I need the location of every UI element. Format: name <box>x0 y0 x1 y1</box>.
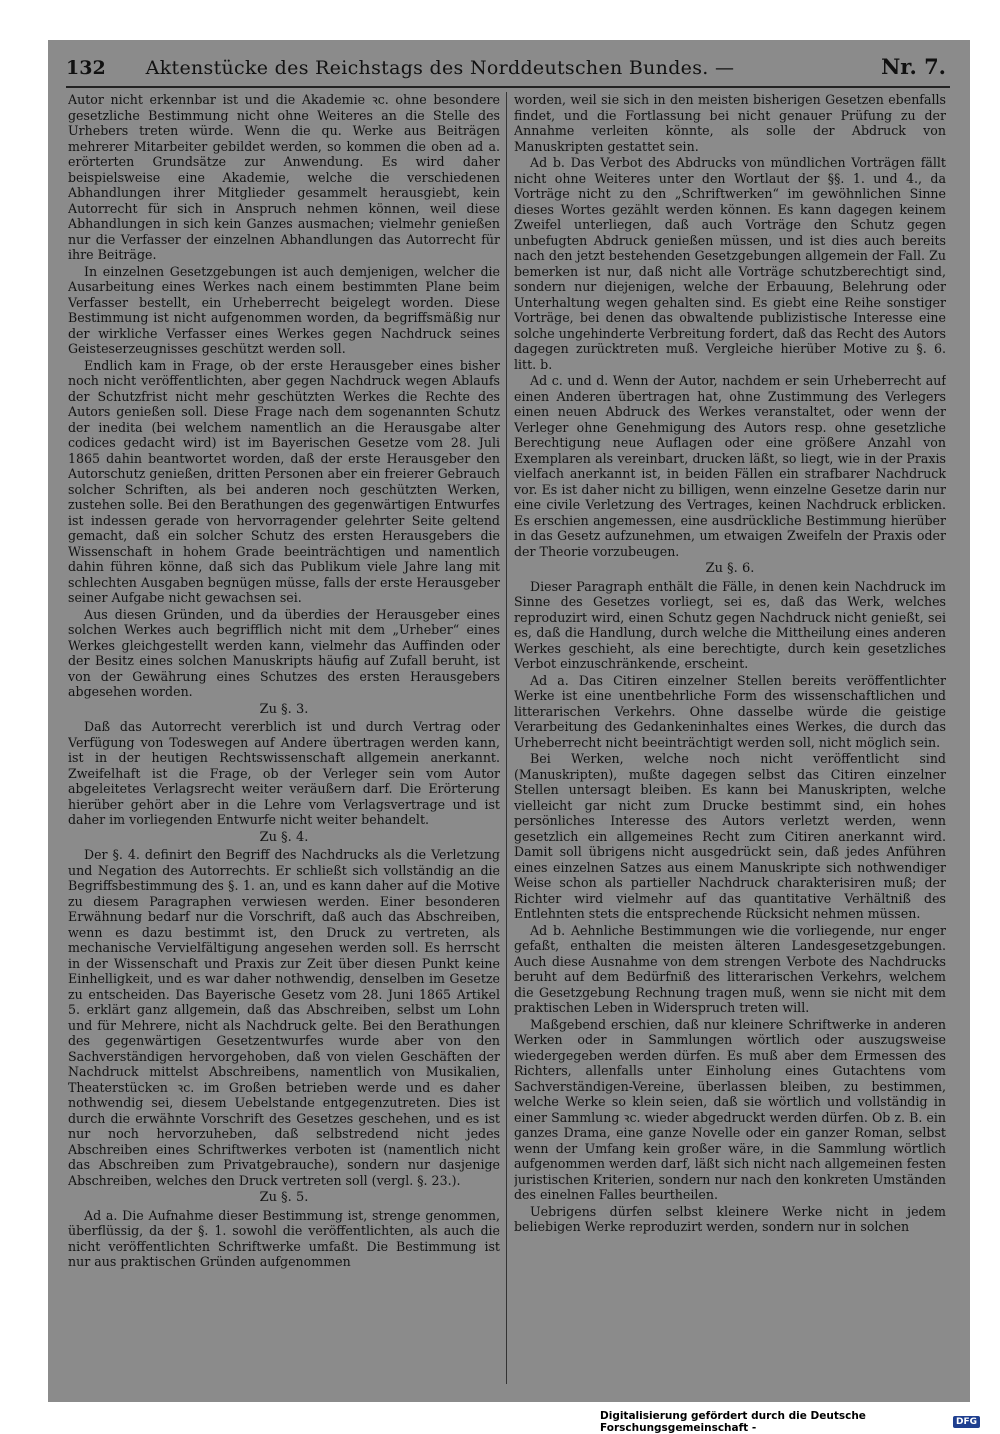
paragraph: Uebrigens dürfen selbst kleinere Werke nicht in jedem beliebigen Werke reproduzirt werden, sondern nur in solchen <box>514 1203 946 1234</box>
paragraph: Daß das Autorrecht vererblich ist und durch Vertrag oder Verfügung von Todeswegen auf Andere übertragen werden kann, ist in der heutigen Rechtswissenschaft allgemein anerkannt. Zweifelhaft ist die Frage, ob der Verleger sein vom Autor abgeleitetes Verlagsrecht weiter veräußern darf. Die Erörterung hierüber gehört aber in die Lehre vom Verlagsvertrage und ist daher im vorliegenden Entwurfe nicht weiter behandelt. <box>68 719 500 827</box>
paragraph: Ad a. Das Citiren einzelner Stellen bereits veröffentlichter Werke ist eine unentbehrliche Form des wissenschaftlichen und litterarischen Verkehrs. Ohne dasselbe würde die geistige Verarbeitung des Gedankeninhaltes eines Werkes, die durch das Urheberrecht nicht beeinträchtigt werden soll, nicht möglich sein. <box>514 672 946 750</box>
paragraph: Ad a. Die Aufnahme dieser Bestimmung ist, strenge genommen, überflüssig, da der §. 1. sowohl die veröffentlichten, als auch die nicht veröffentlichten Schriftwerke umfaßt. Die Bestimmung ist nur aus praktischen Gründen aufgenommen <box>68 1207 500 1269</box>
paragraph: Ad b. Das Verbot des Abdrucks von mündlichen Vorträgen fällt nicht ohne Weiteres unter den Wortlaut der §§. 1. und 4., da Vorträge nicht zu den „Schriftwerken“ im gewöhnlichen Sinne dieses Wortes gezählt werden können. Es kann dagegen keinem Zweifel unterliegen, daß auch Vorträge den Schutz gegen unbefugten Abdruck genießen müssen, und ist dies auch bereits nach den jetzt bestehenden Gesetzgebungen allgemein der Fall. Zu bemerken ist nur, daß nicht alle Vorträge schutzberechtigt sind, sondern nur diejenigen, welche der Erbauung, Belehrung oder Unterhaltung wegen gehalten sind. Es giebt eine Reihe sonstiger Vorträge, bei denen das obwaltende publizistische Interesse eine solche ungehinderte Verbreitung fordert, daß das Recht des Autors dagegen zurücktreten muß. Vergleiche hierüber Motive zu §. 6. litt. b. <box>514 155 946 372</box>
paragraph: Bei Werken, welche noch nicht veröffentlicht sind (Manuskripten), mußte dagegen selbst das Citiren einzelner Stellen untersagt bleiben. Es kann bei Manuskripten, welche vielleicht gar nicht zum Drucke bestimmt sind, ein hohes persönliches Interesse des Autors verletzt werden, wenn gesetzlich ein allgemeines Recht zum Citiren anerkannt wird. Damit soll übrigens nicht ausgedrückt sein, daß jedes Anführen eines einzelnen Satzes aus einem Manuskripte sich nothwendiger Weise schon als partieller Nachdruck charakterisiren muß; der Richter wird vielmehr auf das quantitative Verhältniß des Entlehnten stets die entsprechende Rücksicht nehmen müssen. <box>514 751 946 921</box>
paragraph: worden, weil sie sich in den meisten bisherigen Gesetzen ebenfalls findet, und die Fortlassung bei nicht genauer Prüfung zu der Annahme verleiten könnte, als solle der Abdruck von Manuskripten gestattet sein. <box>514 92 946 154</box>
document-number: Nr. 7. <box>881 54 946 79</box>
paragraph: In einzelnen Gesetzgebungen ist auch demjenigen, welcher die Ausarbeitung eines Werkes nach einem bestimmten Plane beim Verfasser bestellt, ein Urheberrecht beigelegt worden. Diese Bestimmung ist nicht aufgenommen worden, da begriffsmäßig nur der wirkliche Verfasser eines Werkes gegen Nachdruck seines Geisteserzeugnisses geschützt werden soll. <box>68 263 500 356</box>
paragraph: Autor nicht erkennbar ist und die Akademie ꝛc. ohne besondere gesetzliche Bestimmung nicht ohne Weiteres an die Stelle des Urhebers treten würde. Wenn die qu. Werke aus Beiträgen mehrerer Mitarbeiter gebildet werden, so kommen die oben ad a. erörterten Grundsätze zur Anwendung. Es wird daher beispielsweise eine Akademie, welche die verschiedenen Abhandlungen ihrer Mitglieder gesammelt herausgiebt, kein Autorrecht für sich in Anspruch nehmen können, weil diese Abhandlungen in sich kein Ganzes ausmachen; vielmehr genießen nur die Verfasser der einzelnen Abhandlungen das Autorrecht für ihre Beiträge. <box>68 92 500 262</box>
right-column <box>514 92 946 1384</box>
page-number: 132 <box>66 57 106 79</box>
paragraph: Maßgebend erschien, daß nur kleinere Schriftwerke in anderen Werken oder in Sammlungen wörtlich oder auszugsweise wiedergegeben werden dürfen. Es muß aber dem Ermessen des Richters, allenfalls unter Einholung eines Gutachtens vom Sachverständigen-Vereine, überlassen bleiben, zu bestimmen, welche Werke so klein seien, daß sie wörtlich und vollständig in einer Sammlung ꝛc. wieder abgedruckt werden dürfen. Ob z. B. ein ganzes Drama, eine ganze Novelle oder ein ganzer Roman, selbst wenn der Umfang kein großer wäre, in die Sammlung wörtlich aufgenommen werden darf, läßt sich nicht nach allgemeinen festen juristischen Kriterien, sondern nur nach den konkreten Umständen des einelnen Falles beurtheilen. <box>514 1016 946 1202</box>
section-heading: Zu §. 3. <box>259 701 309 717</box>
column-divider <box>506 92 507 1384</box>
section-heading: Zu §. 6. <box>705 561 755 576</box>
section-heading: Zu §. 4. <box>259 829 309 845</box>
paragraph: Endlich kam in Frage, ob der erste Herausgeber eines bisher noch nicht veröffentlichten, aber gegen Nachdruck wegen Ablaufs der Schutzfrist nicht mehr geschützten Werkes die Rechte des Autors genießen soll. Diese Frage nach dem sogenannten Schutz der inedita (bei welchem namentlich an die Herausgabe alter codices gedacht wird) ist im Bayerischen Gesetze vom 28. Juli 1865 dahin beantwortet worden, daß der erste Herausgeber den Autorschutz genießen, dritten Personen aber ein freierer Gebrauch solcher Schriften, als bei anderen noch geschützten Werken, zustehen solle. Bei den Berathungen des gegenwärtigen Entwurfes ist indessen gerade von hervorragender gelehrter Seite geltend gemacht, daß ein solcher Schutz des ersten Herausgebers die Wissenschaft in hohem Grade beeinträchtigen und namentlich dahin führen könne, daß sich das Publikum viele Jahre lang mit schlechten Ausgaben begnügen müsse, falls der erste Herausgeber seiner Aufgabe nicht gewachsen sei. <box>68 357 500 605</box>
paragraph: Der §. 4. definirt den Begriff des Nachdrucks als die Verletzung und Negation des Autorrechts. Er schließt sich vollständig an die Begriffsbestimmung des §. 1. an, und es kann daher auf die Motive zu diesem Paragraphen verwiesen werden. Einer besonderen Erwähnung bedarf nur die Vorschrift, daß auch das Abschreiben, wenn es dazu bestimmt ist, den Druck zu vertreten, als mechanische Vervielfältigung angesehen werden soll. Es herrscht in der Wissenschaft und Praxis zur Zeit über diesen Punkt keine Einhelligkeit, und es war daher nothwendig, denselben im Gesetze zu entscheiden. Das Bayerische Gesetz vom 28. Juni 1865 Artikel 5. erklärt ganz allgemein, daß das Abschreiben, selbst um Lohn und für Mehrere, nicht als Nachdruck gelte. Bei den Berathungen des gegenwärtigen Gesetzentwurfes wurde aber von den Sachverständigen hervorgehoben, daß von vielen Geschäften der Nachdruck mittelst Abschreibens, namentlich von Musikalien, Theaterstücken ꝛc. im Großen betrieben werde und es daher nothwendig sei, diesem Uebelstande entgegenzutreten. Dies ist durch die erwähnte Vorschrift des Gesetzes geschehen, und es ist nur noch hervorzuheben, daß selbstredend nicht jedes Abschreiben eines Schriftwerkes verboten ist (namentlich nicht das Abschreiben zum Privatgebrauche), sondern nur dasjenige Abschreiben, welches den Druck vertreten soll (vergl. §. 23.). <box>68 847 500 1188</box>
paragraph: Ad c. und d. Wenn der Autor, nachdem er sein Urheberrecht auf einen Anderen übertragen hat, ohne Zustimmung des Verlegers einen neuen Abdruck des Werkes veranstaltet, oder wenn der Verleger ohne Genehmigung des Autors resp. ohne gesetzliche Berechtigung neue Auflagen oder eine größere Anzahl von Exemplaren als vereinbart, drucken läßt, so liegt, wie in der Praxis vielfach anerkannt ist, in beiden Fällen ein strafbarer Nachdruck vor. Es ist daher nicht zu billigen, wenn einzelne Gesetze darin nur eine civile Verletzung des Vertrages, keinen Nachdruck erblicken. Es erschien angemessen, eine ausdrückliche Bestimmung hierüber in das Gesetz aufzunehmen, um etwaigen Zweifeln der Praxis oder der Theorie vorzubeugen. <box>514 373 946 559</box>
left-column <box>68 92 500 1384</box>
footer-text: Digitalisierung gefördert durch die Deutsche Forschungsgemeinschaft - <box>600 1410 866 1434</box>
section-heading: Zu §. 5. <box>259 1190 309 1205</box>
dfg-logo: DFG <box>953 1416 980 1428</box>
paragraph: Ad b. Aehnliche Bestimmungen wie die vorliegende, nur enger gefaßt, enthalten die meisten älteren Landesgesetzgebungen. Auch diese Ausnahme von dem strengen Verbote des Nachdrucks beruht auf dem Bedürfniß des litterarischen Verkehrs, welchem die Gesetzgebung Rechnung tragen muß, wenn sie nicht mit dem praktischen Leben in Widerspruch treten will. <box>514 922 946 1015</box>
paragraph: Dieser Paragraph enthält die Fälle, in denen kein Nachdruck im Sinne des Gesetzes vorliegt, sei es, daß das Werk, welches reproduzirt wird, einen Schutz gegen Nachdruck nicht genießt, sei es, daß die Handlung, durch welche die Mittheilung eines anderen Werkes geschieht, als eine berechtigte, durch kein gesetzliches Verbot einzuschränkende, erscheint. <box>514 578 946 671</box>
header-title: Aktenstücke des Reichstags des Norddeutschen Bundes. — <box>145 57 735 79</box>
header-rule <box>66 86 950 88</box>
document-page <box>48 40 970 1402</box>
paragraph: Aus diesen Gründen, und da überdies der Herausgeber eines solchen Werkes auch begrifflich nicht mit dem „Urheber“ eines Werkes gleichgestellt werden kann, vielmehr das Auffinden oder der Besitz eines solchen Manuskripts häufig auf Zufall beruht, ist von der Gewährung eines Schutzes des ersten Herausgebers abgesehen worden. <box>68 606 500 699</box>
footer-credit <box>600 1410 980 1434</box>
page-header <box>66 54 946 80</box>
